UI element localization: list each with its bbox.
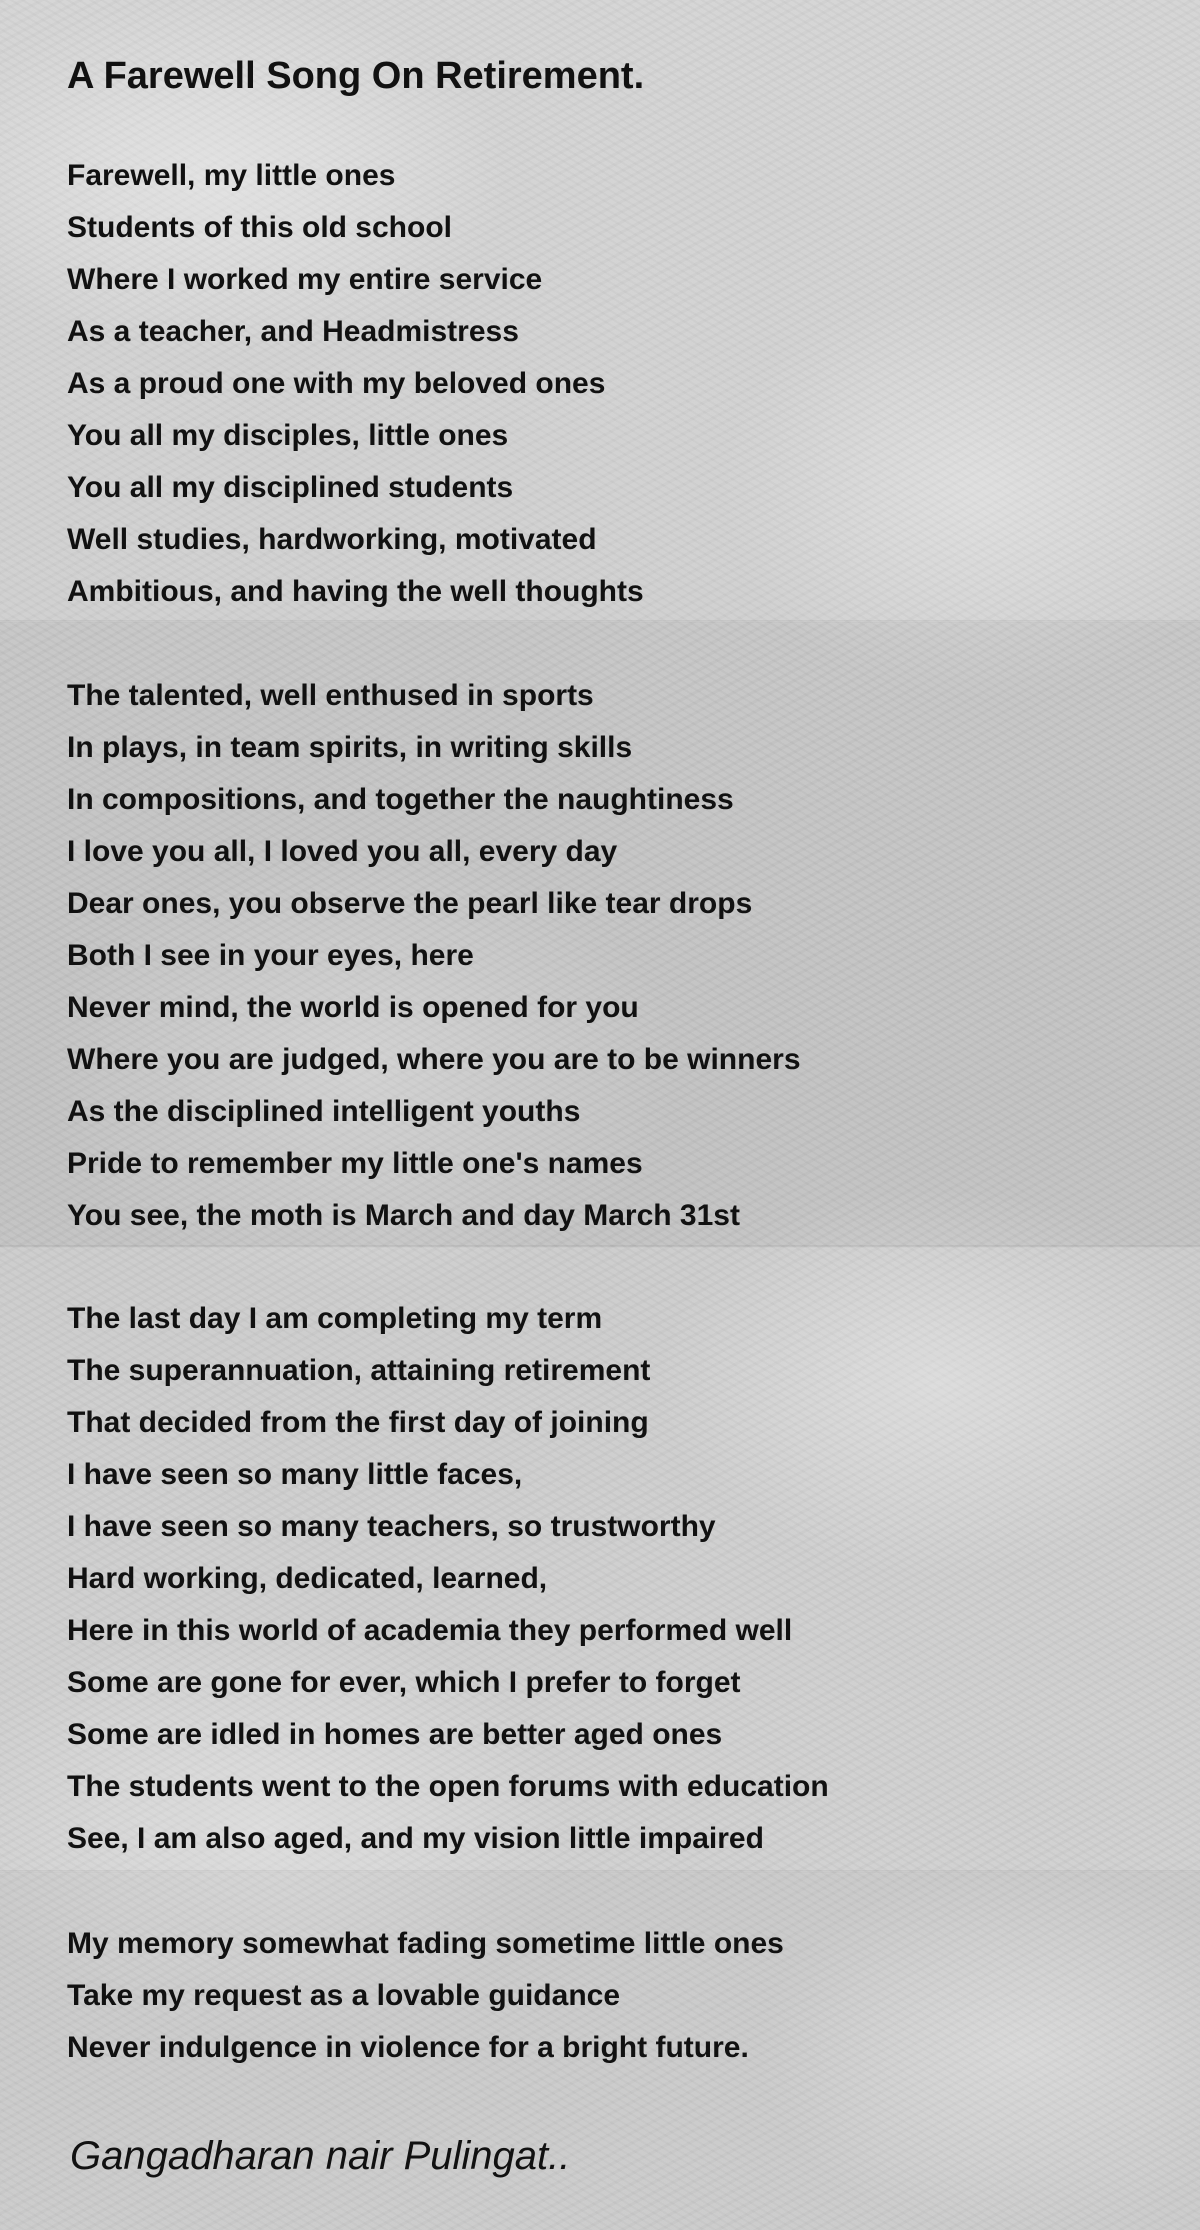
poem-line: As the disciplined intelligent youths bbox=[67, 1095, 581, 1128]
poem-line: You all my disciples, little ones bbox=[67, 419, 509, 452]
poem-line: Well studies, hardworking, motivated bbox=[67, 523, 597, 556]
poem-line: The talented, well enthused in sports bbox=[67, 679, 594, 712]
poem-line: Never indulgence in violence for a bright future. bbox=[67, 2031, 749, 2064]
band-divider bbox=[0, 1870, 1200, 1874]
poem-line: Take my request as a lovable guidance bbox=[67, 1979, 621, 2012]
stanza-1 bbox=[67, 150, 1147, 618]
poem-line: In compositions, and together the naughtiness bbox=[67, 783, 734, 816]
stanza-3 bbox=[67, 1293, 1147, 1865]
poem-line: Both I see in your eyes, here bbox=[67, 939, 474, 972]
poem-line: I have seen so many teachers, so trustworthy bbox=[67, 1510, 716, 1543]
poem-line: Farewell, my little ones bbox=[67, 159, 396, 192]
poem-line: You see, the moth is March and day March 31st bbox=[67, 1199, 740, 1232]
poem-line: The last day I am completing my term bbox=[67, 1302, 603, 1335]
poem-line: That decided from the first day of joining bbox=[67, 1406, 649, 1439]
poem-line: Pride to remember my little one's names bbox=[67, 1147, 643, 1180]
stanza-4 bbox=[67, 1918, 1147, 2074]
poem-line: Never mind, the world is opened for you bbox=[67, 991, 639, 1024]
poem-line: Dear ones, you observe the pearl like tear drops bbox=[67, 887, 753, 920]
poem-line: The superannuation, attaining retirement bbox=[67, 1354, 651, 1387]
poem-line: See, I am also aged, and my vision little impaired bbox=[67, 1822, 764, 1855]
poem-line: Hard working, dedicated, learned, bbox=[67, 1562, 548, 1595]
band-divider bbox=[0, 1245, 1200, 1249]
poem-line: You all my disciplined students bbox=[67, 471, 514, 504]
poem-line: Some are gone for ever, which I prefer to forget bbox=[67, 1666, 741, 1699]
poem-title: A Farewell Song On Retirement. bbox=[67, 55, 645, 97]
poem-line: Here in this world of academia they performed well bbox=[67, 1614, 793, 1647]
stanza-2 bbox=[67, 670, 1147, 1242]
poem-line: Some are idled in homes are better aged ones bbox=[67, 1718, 723, 1751]
poem-line: As a teacher, and Headmistress bbox=[67, 315, 519, 348]
poem-line: I love you all, I loved you all, every day bbox=[67, 835, 618, 868]
poem-line: As a proud one with my beloved ones bbox=[67, 367, 606, 400]
poem-line: Students of this old school bbox=[67, 211, 452, 244]
band-divider bbox=[0, 620, 1200, 624]
poem-line: The students went to the open forums with education bbox=[67, 1770, 829, 1803]
poem-line: My memory somewhat fading sometime little ones bbox=[67, 1927, 784, 1960]
poem-line: Ambitious, and having the well thoughts bbox=[67, 575, 644, 608]
poem-line: In plays, in team spirits, in writing skills bbox=[67, 731, 633, 764]
poem-line: Where I worked my entire service bbox=[67, 263, 543, 296]
poem-line: Where you are judged, where you are to be winners bbox=[67, 1043, 801, 1076]
poem-author: Gangadharan nair Pulingat.. bbox=[70, 2134, 571, 2178]
poem-line: I have seen so many little faces, bbox=[67, 1458, 523, 1491]
